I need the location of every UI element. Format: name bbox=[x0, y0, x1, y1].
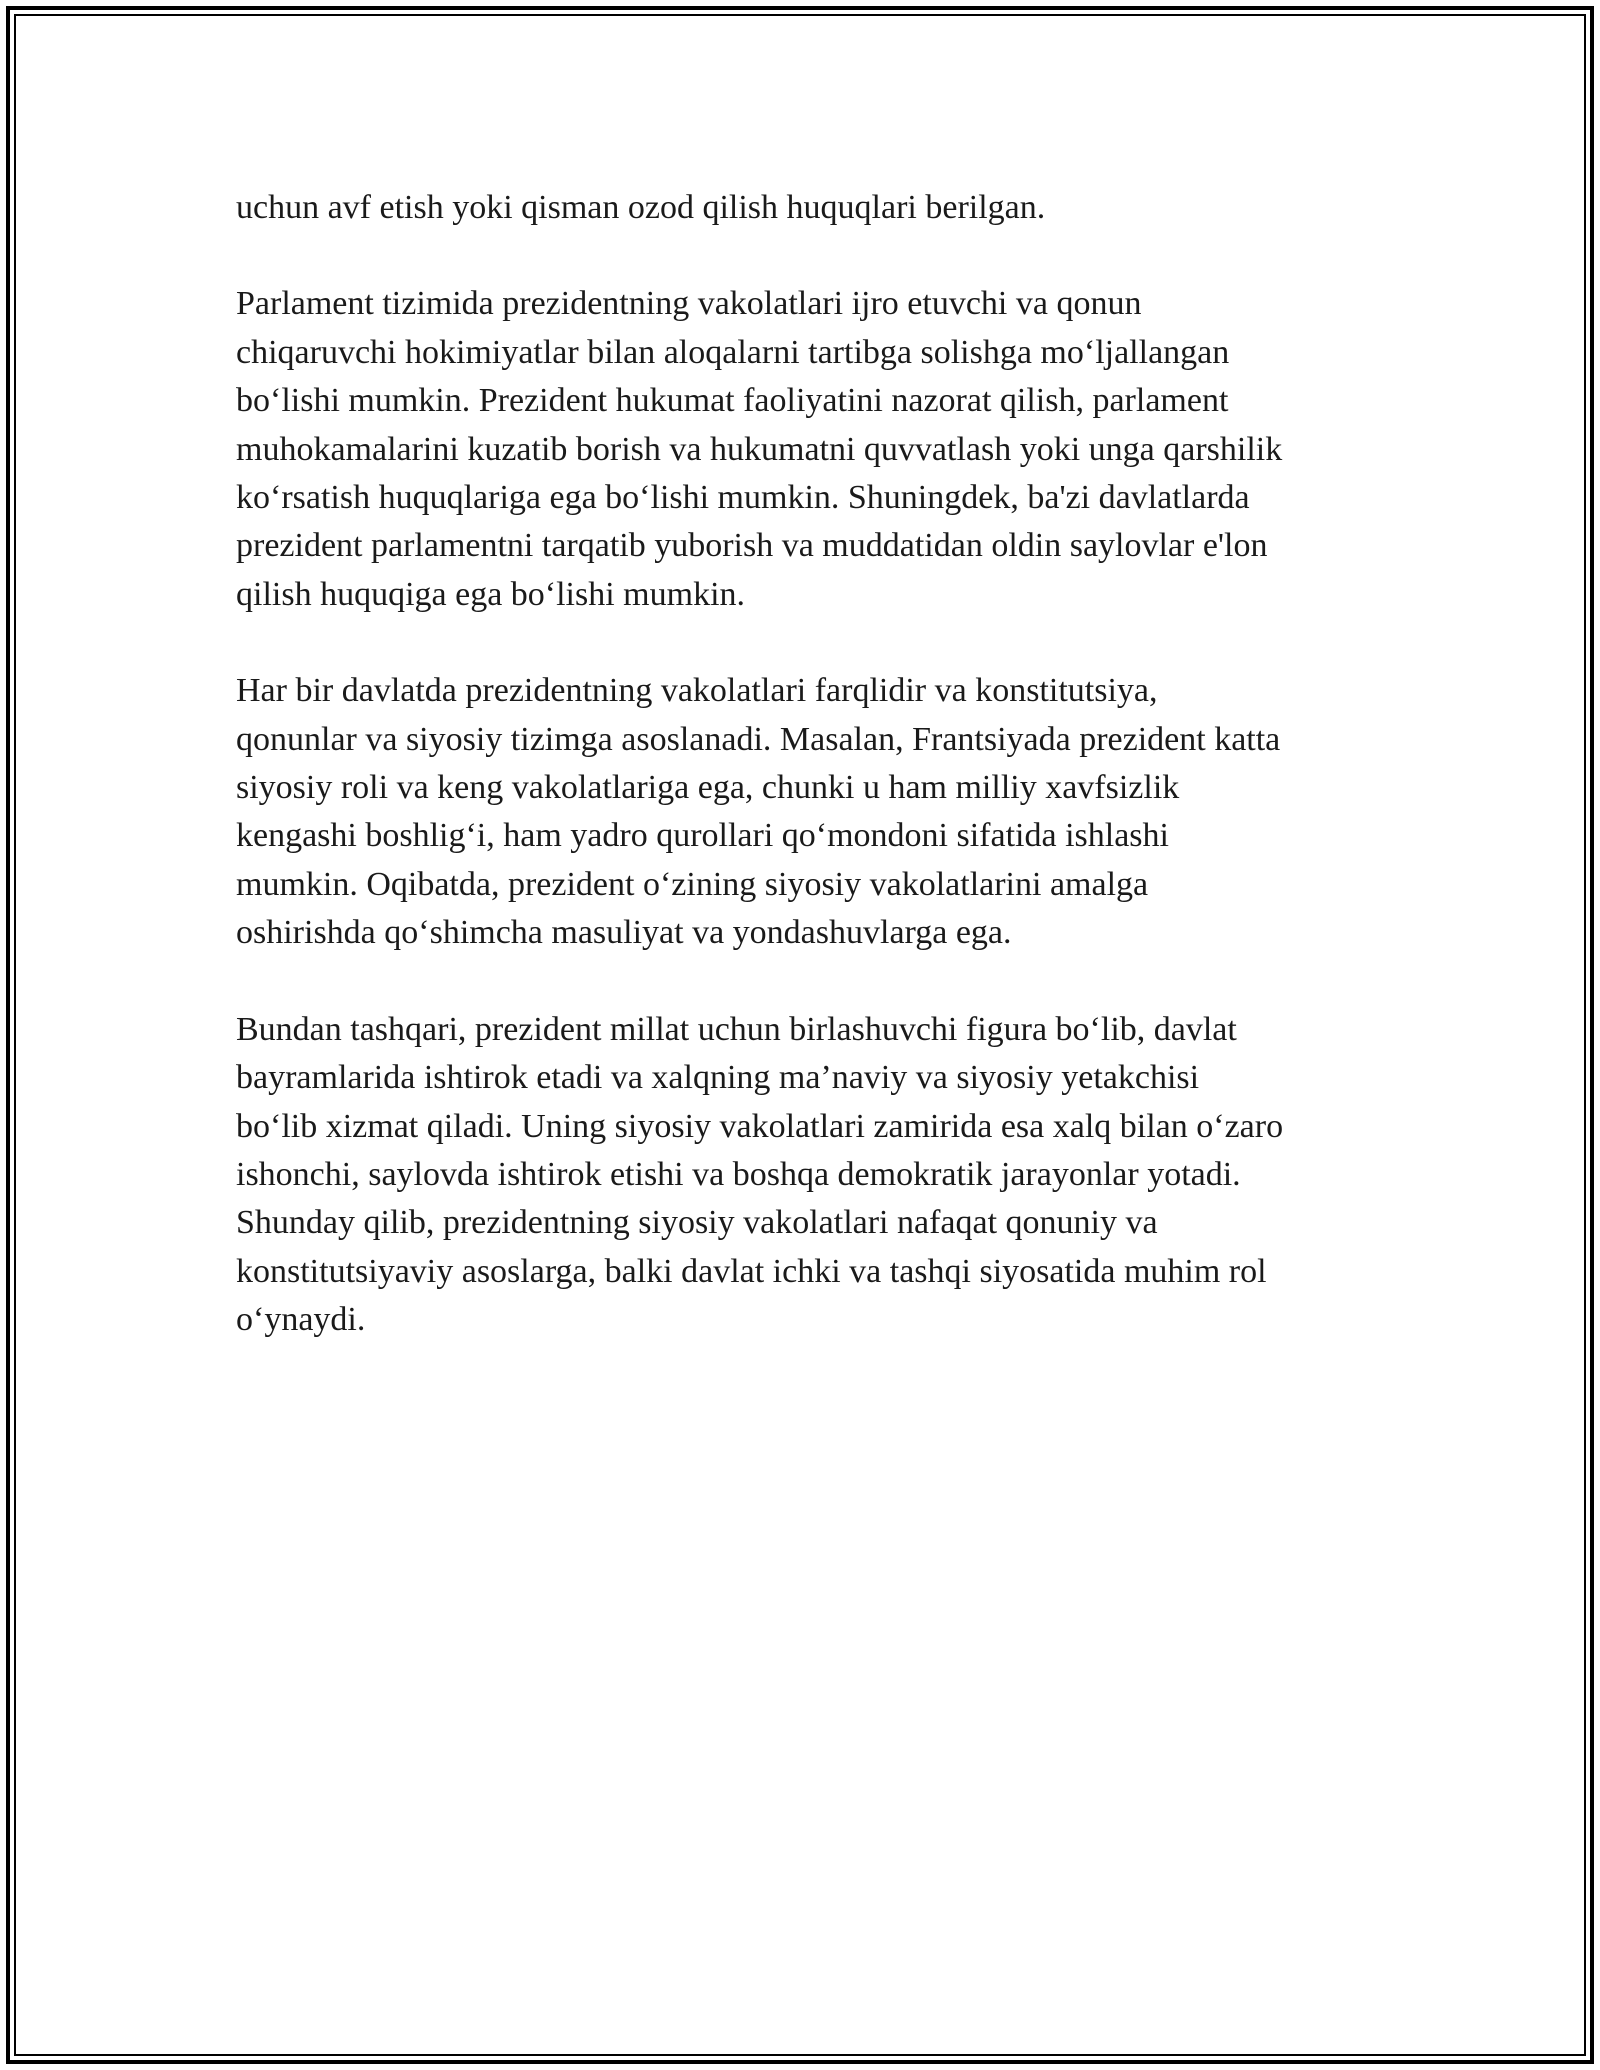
paragraph-1: uchun avf etish yoki qisman ozod qilish huquqlari berilgan. bbox=[236, 189, 1046, 226]
paragraph-3: Har bir davlatda prezidentning vakolatlari farqlidir va konstitutsiya, qonunlar va siyosiy tizimga asoslanadi. Masalan, Frantsiyada prezident katta siyosiy roli va keng vakolatlariga ega, chunki u ham milliy xavfsizlik kengashi boshlig‘i, ham yadro qurollari qo‘mondoni sifatida ishlashi mumkin. Oqibatda, prezident o‘zining siyosiy vakolatlarini amalga oshirishda qo‘shimcha masuliyat va yondashuvlarga ega. bbox=[236, 672, 1281, 952]
paragraph-4: Bundan tashqari, prezident millat uchun birlashuvchi figura bo‘lib, davlat bayramlarida ishtirok etadi va xalqning ma’naviy va siyosiy yetakchisi bo‘lib xizmat qiladi. Uning siyosiy vakolatlari zamirida esa xalq bilan o‘zaro ishonchi, saylovda ishtirok etishi va boshqa demokratik jarayonlar yotadi. Shunday qilib, prezidentning siyosiy vakolatlari nafaqat qonuniy va konstitutsiyaviy asoslarga, balki davlat ichki va tashqi siyosatida muhim rol o‘ynaydi. bbox=[236, 1010, 1284, 1339]
document-body bbox=[236, 184, 1376, 1393]
paragraph-2: Parlament tizimida prezidentning vakolatlari ijro etuvchi va qonun chiqaruvchi hokimiyatlar bilan aloqalarni tartibga solishga mo‘ljallangan bo‘lishi mumkin. Prezident hukumat faoliyatini nazorat qilish, parlament muhokamalarini kuzatib borish va hukumatni quvvatlash yoki unga qarshilik ko‘rsatish huquqlariga ega bo‘lishi mumkin. Shuningdek, ba'zi davlatlarda prezident parlamentni tarqatib yuborish va muddatidan oldin saylovlar e'lon qilish huquqiga ega bo‘lishi mumkin. bbox=[236, 285, 1283, 613]
